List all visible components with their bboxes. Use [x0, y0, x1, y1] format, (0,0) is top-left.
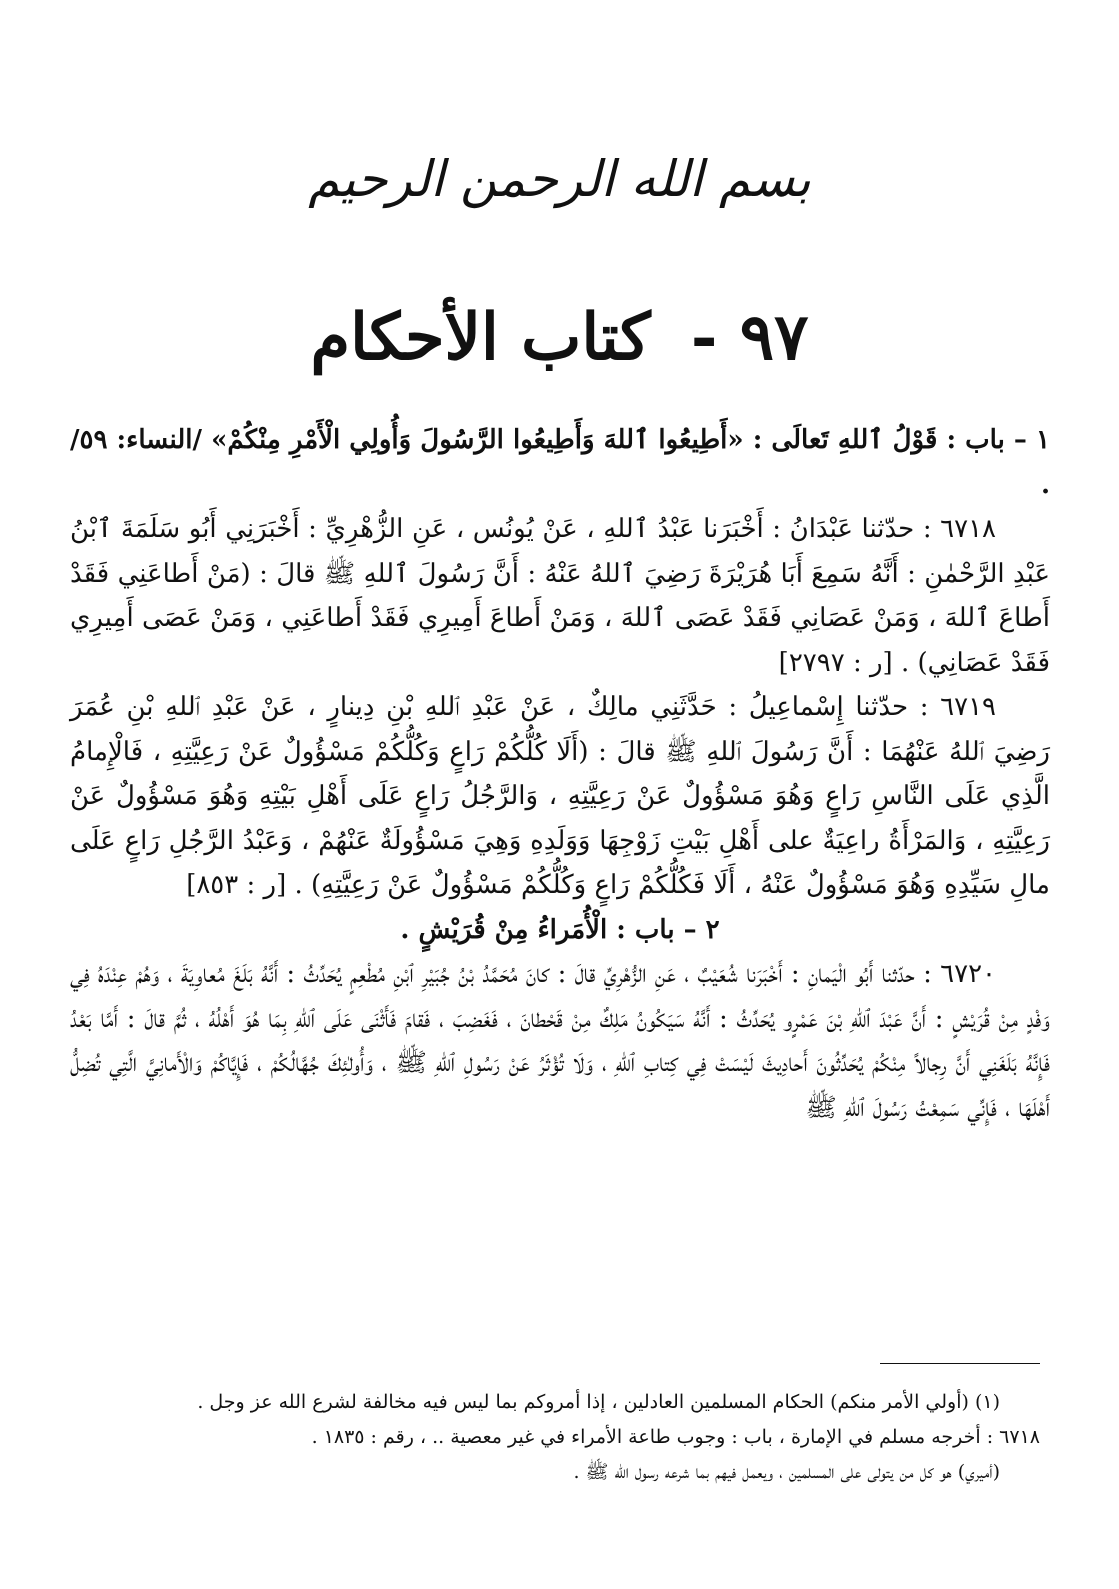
book-title-text: كتاب الأحكام: [310, 300, 651, 375]
hadith-6720: ٦٧٢٠ : حدّثنا أَبُو الْيَمانِ : أَخْبَرَنا شُعَيْبٌ ، عَنِ الزُّهْرِيِّ قالَ : كانَ مُحَمَّدُ بْنُ جُبَيْرِ ٱبْنِ مُطْعِمٍ يُحَدِّثُ : أَنَّهُ بَلَغَ مُعاوِيَةَ ، وَهُمْ عِنْدَهُ فِي وَفْدٍ مِنْ قُرَيْشٍ : أَنَّ عَبْدَ ٱللهِ بْنَ عَمْرٍو يُحَدِّثُ : أَنَّهُ سَيَكُونُ مَلِكٌ مِنْ قَحْطانَ ، فَغَضِبَ ، فَقامَ فَأَثْنَى عَلَى ٱللهِ بِمَا هُوَ أَهْلُهُ ، ثُمَّ قالَ : أَمَّا بَعْدُ فَإِنَّهُ بَلَغَنِي أَنَّ رِجالاً مِنْكُمْ يُحَدِّثُونَ أَحادِيثَ لَيْسَتْ فِي كِتابِ ٱللهِ ، وَلَا تُؤْثَرُ عَنْ رَسُولِ ٱللهِ ﷺ ، وَأُولٰئِكَ جُهَّالُكُمْ ، فَإِيَّاكُمْ وَالْأَمانِيَّ الَّتِي تُضِلُّ أَهْلَهَا ، فَإِنِّي سَمِعْتُ رَسُولَ ٱللهِ ﷺ: [70, 959, 1050, 1123]
basmala-calligraphy: بسم الله الرحمن الرحيم: [308, 150, 811, 208]
footnote-2: ٦٧١٨ : أخرجه مسلم في الإمارة ، باب : وجوب طاعة الأمراء في غير معصية .. ، رقم : ١٨٣٥ .: [311, 1426, 1040, 1448]
footnote-1: (١) (أولي الأمر منكم) الحكام المسلمين العادلين ، إذا أمروكم بما ليس فيه مخالفة لشرع الله عز وجل .: [197, 1391, 1000, 1413]
footnote-3: (أميري) هو كل من يتولى على المسلمين ، ويعمل فيهم بما شرعه رسول الله ﷺ .: [573, 1461, 1000, 1483]
hadith-6718: ٦٧١٨ : حدّثنا عَبْدَانُ : أَخْبَرَنا عَبْدُ ٱللهِ ، عَنْ يُونُس ، عَنِ الزُّهْرِيِّ : أَخْبَرَنِي أَبُو سَلَمَةَ ٱبْنُ عَبْدِ الرَّحْمٰنِ : أَنَّهُ سَمِعَ أَبَا هُرَيْرَةَ رَضِيَ ٱللهُ عَنْهُ : أَنَّ رَسُولَ ٱللهِ ﷺ قالَ : (مَنْ أَطاعَنِي فَقَدْ أَطاعَ ٱللهَ ، وَمَنْ عَصَانِي فَقَدْ عَصَى ٱللهَ ، وَمَنْ أَطاعَ أَمِيرِي فَقَدْ أَطاعَنِي ، وَمَنْ عَصَى أَمِيرِي فَقَدْ عَصَانِي) . [ر : ٢٧٩٧]: [70, 514, 1050, 678]
hadith-6719: ٦٧١٩ : حدّثنا إِسْماعِيلُ : حَدَّثَنِي مالِكٌ ، عَنْ عَبْدِ ٱللهِ بْنِ دِينارٍ ، عَنْ عَبْدِ ٱللهِ بْنِ عُمَرَ رَضِيَ ٱللهُ عَنْهُمَا : أَنَّ رَسُولَ ٱللهِ ﷺ قالَ : (أَلَا كُلُّكُمْ رَاعٍ وَكُلُّكُمْ مَسْؤُولٌ عَنْ رَعِيَّتِهِ ، فَالْإِمامُ الَّذِي عَلَى النَّاسِ رَاعٍ وَهُوَ مَسْؤُولٌ عَنْ رَعِيَّتِهِ ، وَالرَّجُلُ رَاعٍ عَلَى أَهْلِ بَيْتِهِ وَهُوَ مَسْؤُولٌ عَنْ رَعِيَّتِهِ ، وَالمَرْأَةُ راعِيَةٌ على أَهْلِ بَيْتِ زَوْجِهَا وَوَلَدِهِ وَهِيَ مَسْؤُولَةٌ عَنْهُمْ ، وَعَبْدُ الرَّجُلِ رَاعٍ عَلَى مالِ سَيِّدِهِ وَهُوَ مَسْؤُولٌ عَنْهُ ، أَلَا فَكُلُّكُمْ رَاعٍ وَكُلُّكُمْ مَسْؤُولٌ عَنْ رَعِيَّتِهِ) . [ر : ٨٥٣]: [70, 692, 1050, 900]
book-title: [0, 300, 1119, 375]
main-text: [70, 418, 1050, 1130]
footnotes: [80, 1385, 1040, 1490]
chapter-2-heading: ٢ – باب : الْأُمَراءُ مِنْ قُرَيْشٍ .: [400, 914, 720, 945]
chapter-1-heading: ١ – باب : قَوْلُ ٱللهِ تَعالَى : «أَطِيعُوا ٱللهَ وَأَطِيعُوا الرَّسُولَ وَأُولِي الْأَمْرِ مِنْكُمْ» /النساء: ٥٩/ .: [70, 425, 1050, 500]
footnote-divider: [880, 1363, 1040, 1364]
book-number: ٩٧ -: [690, 300, 809, 375]
